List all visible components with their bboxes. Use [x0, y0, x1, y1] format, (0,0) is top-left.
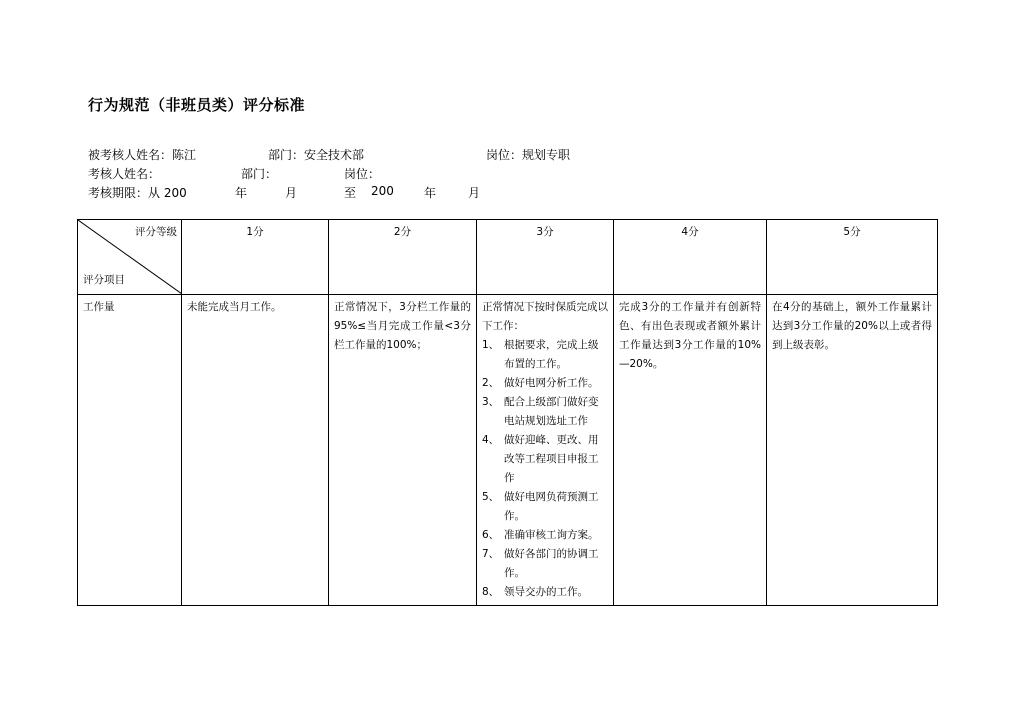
- level-2-criteria: 正常情况下，3分栏工作量的95%≤当月完成工作量<3分栏工作量的100%；: [329, 295, 477, 606]
- examinee-position: 岗位：规划专职: [486, 148, 571, 162]
- list-item: 6、 准确审核工询方案。: [482, 529, 599, 541]
- item-header-label: 评分项目: [83, 274, 125, 286]
- list-item: 4、 做好迎峰、更改、用改等工程项目申报工作: [482, 434, 599, 484]
- scoring-table: [77, 219, 938, 606]
- list-item: 1、 根据要求，完成上级布置的工作。: [482, 339, 599, 370]
- period-year-1: 年: [235, 186, 248, 200]
- grade-header-label: 评分等级: [135, 226, 177, 238]
- period-year-2: 年: [424, 186, 437, 200]
- diagonal-header-cell: [78, 220, 182, 295]
- level-3-list: [482, 336, 608, 602]
- item-cell: 工作量: [78, 295, 182, 606]
- level-1-criteria: 未能完成当月工作。: [182, 295, 329, 606]
- examinee-department: 部门：安全技术部: [268, 148, 365, 162]
- examinee-name: 被考核人姓名：陈江: [88, 148, 197, 162]
- page-title: 行为规范（非班员类）评分标准: [88, 96, 306, 114]
- level-header-3: 3分: [477, 220, 614, 295]
- level-header-1: 1分: [182, 220, 329, 295]
- list-item: 2、 做好电网分析工作。: [482, 377, 599, 389]
- period-label: 考核期限：从 200: [88, 186, 187, 200]
- list-item: 8、 领导交办的工作。: [482, 586, 588, 598]
- examiner-position: 岗位：: [344, 167, 381, 181]
- period-to: 至: [344, 186, 357, 200]
- level-5-criteria: 在4分的基础上，额外工作量累计达到3分工作量的20%以上或者得到上级表彰。: [767, 295, 938, 606]
- level-header-2: 2分: [329, 220, 477, 295]
- examiner-department: 部门：: [241, 167, 278, 181]
- period-year-prefix-2: 200: [371, 184, 394, 198]
- list-item: 3、 配合上级部门做好变电站规划选址工作: [482, 396, 599, 427]
- level-4-criteria: 完成3分的工作量并有创新特色、有出色表现或者额外累计工作量达到3分工作量的10%—20%。: [614, 295, 767, 606]
- table-row: [78, 295, 938, 606]
- list-item: 7、 做好各部门的协调工作。: [482, 548, 599, 579]
- list-item: 5、 做好电网负荷预测工作。: [482, 491, 599, 522]
- level-header-4: 4分: [614, 220, 767, 295]
- period-month-1: 月: [285, 186, 298, 200]
- table-header-row: [78, 220, 938, 295]
- level-3-criteria: [477, 295, 614, 606]
- level-3-intro: 正常情况下按时保质完成以下工作：: [482, 301, 608, 332]
- period-month-2: 月: [468, 186, 481, 200]
- level-header-5: 5分: [767, 220, 938, 295]
- examiner-name: 考核人姓名：: [88, 167, 161, 181]
